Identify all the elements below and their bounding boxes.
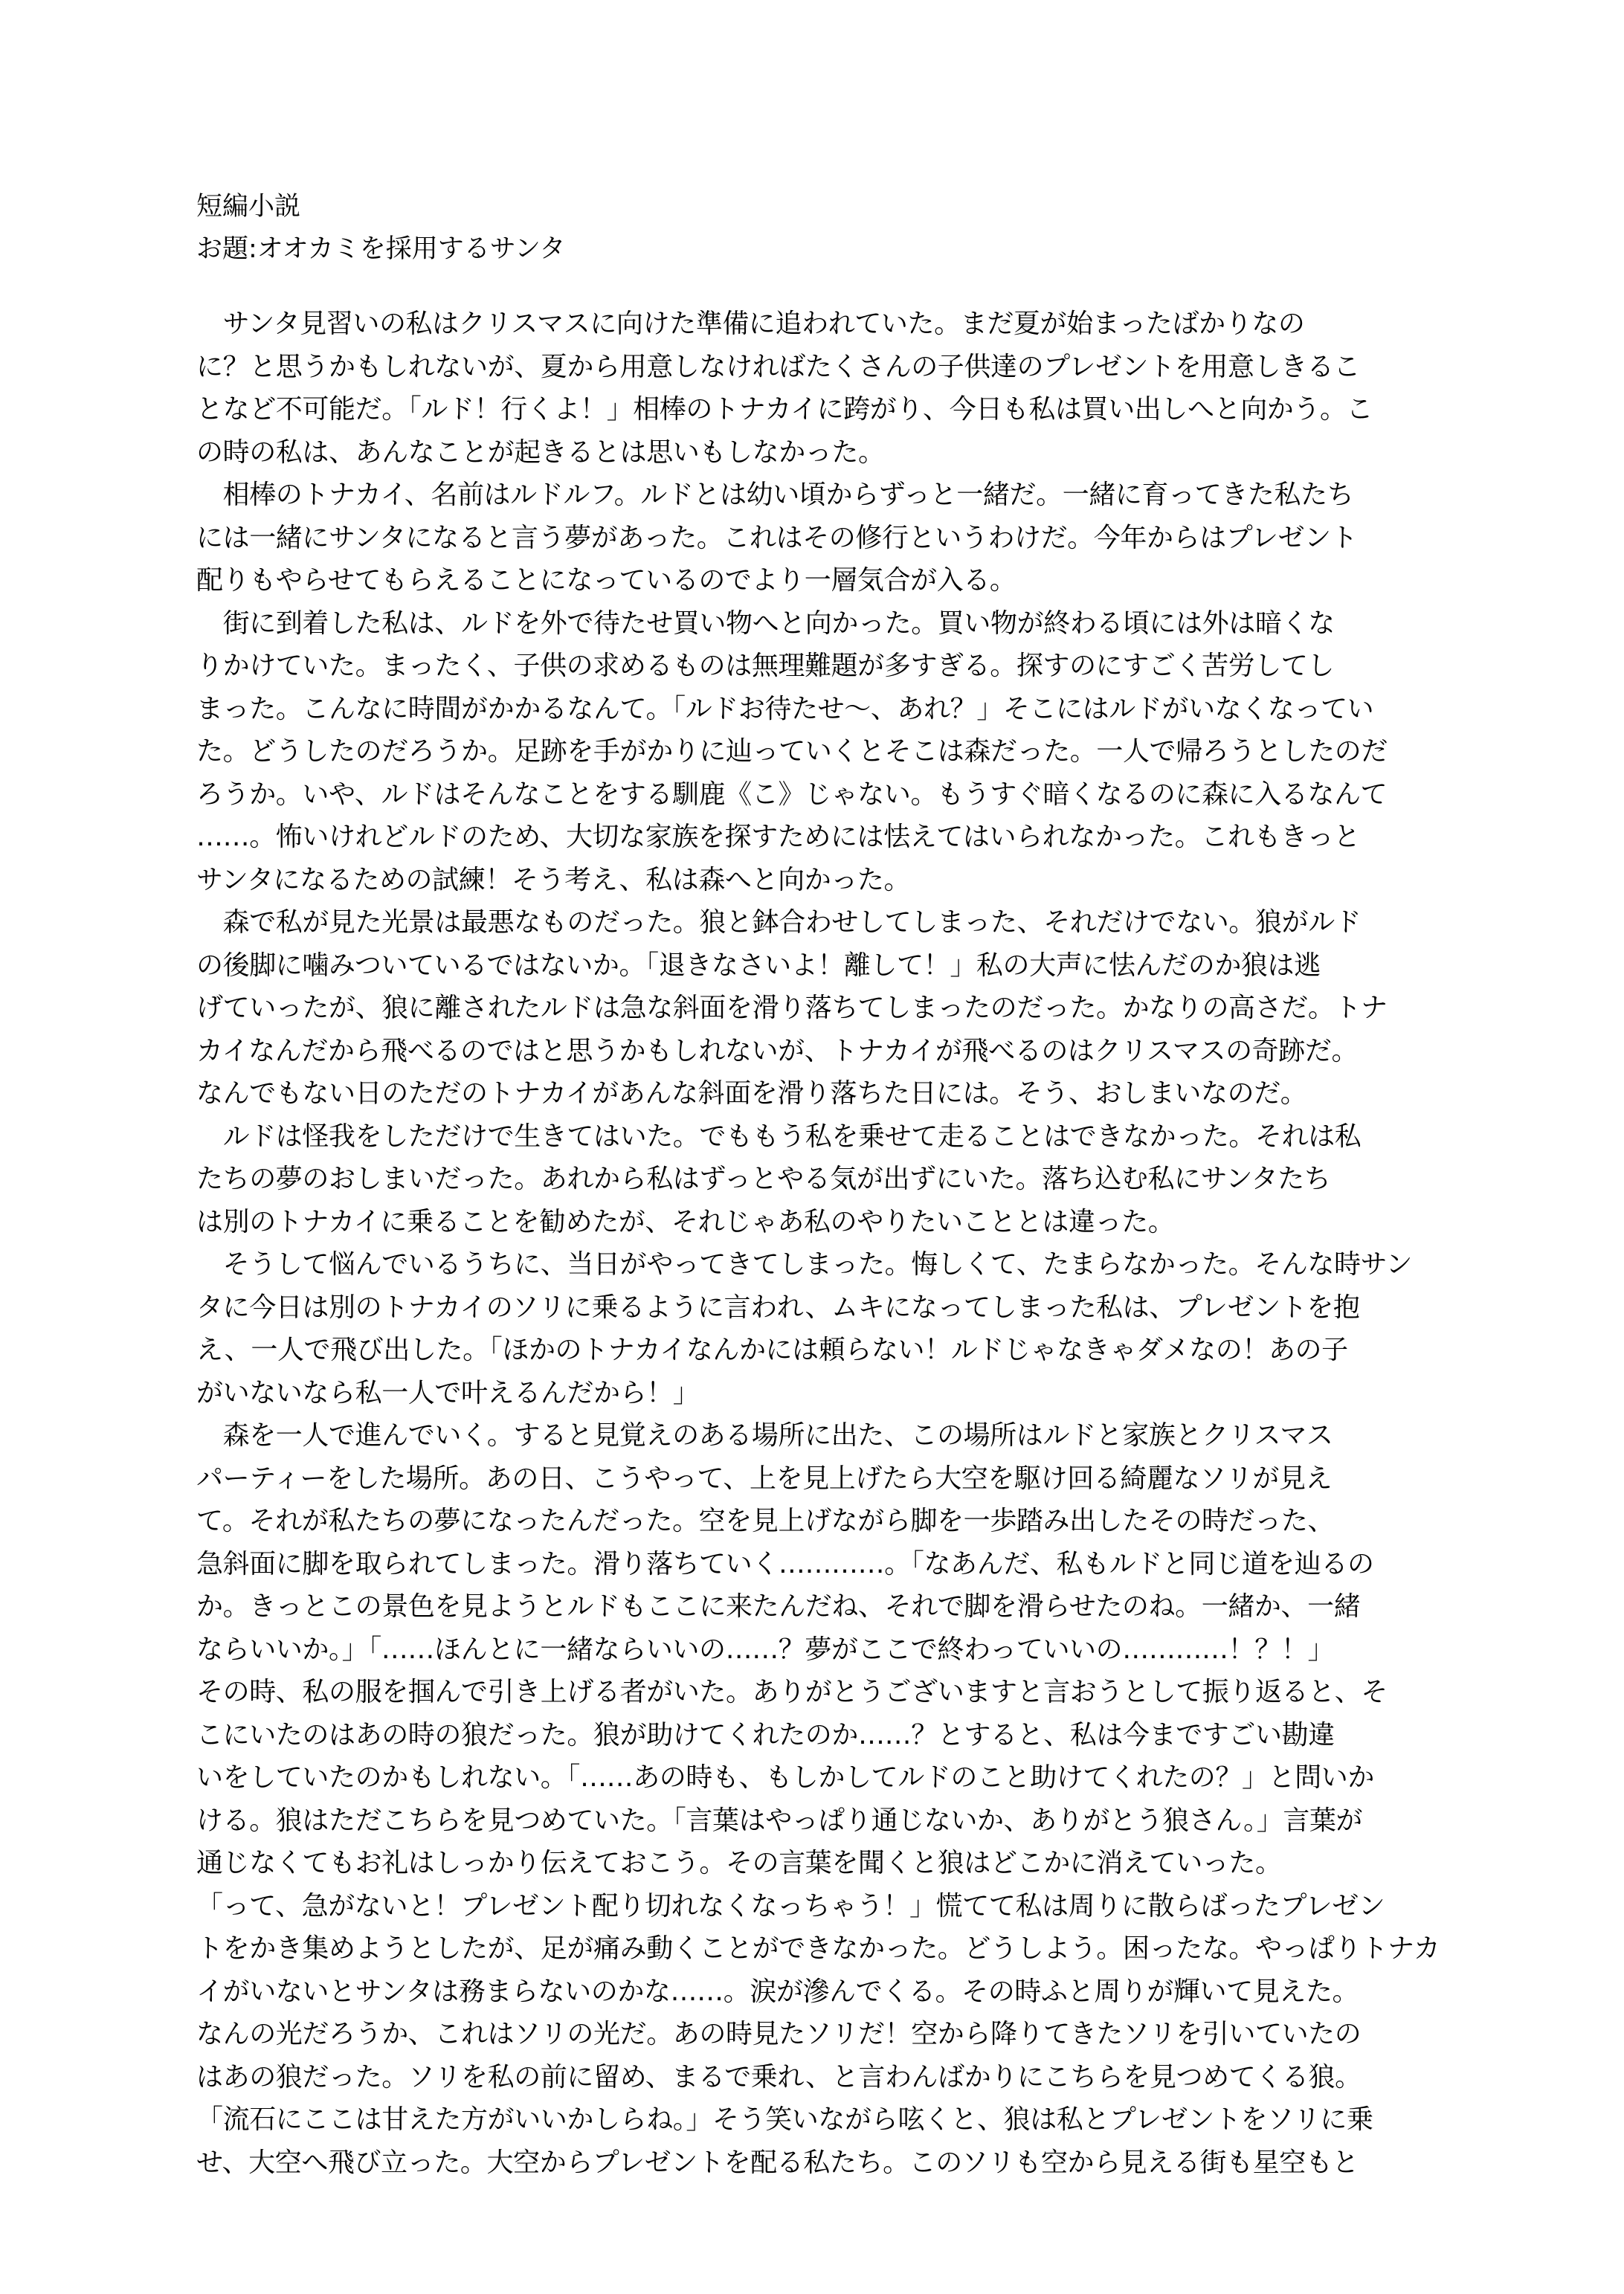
- story-line: その時、私の服を掴んで引き上げる者がいた。ありがとうございますと言おうとして振り返ると、そ: [196, 1677, 1388, 1707]
- story-line: ルドは怪我をしただけで生きてはいた。でももう私を乗せて走ることはできなかった。それは私: [196, 1121, 1362, 1152]
- document-header: [196, 186, 1460, 271]
- story-line: には一緒にサンタになると言う夢があった。これはその修行というわけだ。今年からはプレゼント: [196, 522, 1358, 553]
- story-line: なんの光だろうか、これはソリの光だ。あの時見たソリだ！空から降りてきたソリを引いていたの: [196, 2019, 1362, 2049]
- story-body: [196, 303, 1453, 2184]
- story-line: イがいないとサンタは務まらないのかな……。涙が滲んでくる。その時ふと周りが輝いて見えた。: [196, 1976, 1359, 2007]
- story-line: いをしていたのかもしれない。「……あの時も、もしかしてルドのこと助けてくれたの？」と問いか: [196, 1762, 1375, 1793]
- theme-title: お題:オオカミを採用するサンタ: [196, 234, 566, 264]
- story-line: 「って、急がないと！プレゼント配り切れなくなっちゃう！」慌てて私は周りに散らばったプレゼン: [196, 1890, 1385, 1921]
- genre-label: 短編小説: [196, 192, 301, 222]
- story-line: りかけていた。まったく、子供の求めるものは無理難題が多すぎる。探すのにすごく苦労してし: [196, 651, 1335, 681]
- story-line: 街に到着した私は、ルドを外で待たせ買い物へと向かった。買い物が終わる頃には外は暗くな: [196, 608, 1335, 639]
- story-line: 急斜面に脚を取られてしまった。滑り落ちていく…………。「なあんだ、私もルドと同じ道を辿るの: [196, 1548, 1374, 1579]
- story-line: 通じなくてもお礼はしっかり伝えておこう。その言葉を聞くと狼はどこかに消えていった。: [196, 1848, 1282, 1878]
- story-line: か。きっとこの景色を見ようとルドもここに来たんだね、それで脚を滑らせたのね。一緒か、一緒: [196, 1591, 1361, 1622]
- story-line: こにいたのはあの時の狼だった。狼が助けてくれたのか……？とすると、私は今まですごい勘違: [196, 1719, 1335, 1750]
- story-line: 森で私が見た光景は最悪なものだった。狼と鉢合わせしてしまった、それだけでない。狼がルド: [196, 907, 1362, 938]
- story-line: げていったが、狼に離されたルドは急な斜面を滑り落ちてしまったのだった。かなりの高さだ。トナ: [196, 993, 1388, 1023]
- story-line: 配りもやらせてもらえることになっているのでより一層気合が入る。: [196, 565, 1016, 596]
- story-line: 「流石にここは甘えた方がいいかしらね。」そう笑いながら呟くと、狼は私とプレゼントをソリに乗: [196, 2104, 1373, 2135]
- story-line: パーティーをした場所。あの日、こうやって、上を見上げたら大空を駆け回る綺麗なソリが見え: [196, 1463, 1333, 1494]
- story-line: せ、大空へ飛び立った。大空からプレゼントを配る私たち。このソリも空から見える街も星空もと: [196, 2147, 1359, 2178]
- story-line: ……。怖いけれどルドのため、大切な家族を探すためには怯えてはいられなかった。これもきっと: [196, 822, 1360, 852]
- story-line: ならいいか。」「……ほんとに一緒ならいいの……？夢がここで終わっていいの…………！？！」: [196, 1634, 1335, 1665]
- story-line: カイなんだから飛べるのではと思うかもしれないが、トナカイが飛べるのはクリスマスの奇跡だ。: [196, 1035, 1359, 1066]
- story-line: た。どうしたのだろうか。足跡を手がかりに辿っていくとそこは森だった。一人で帰ろうとしたのだ: [196, 736, 1388, 767]
- story-line: ろうか。いや、ルドはそんなことをする馴鹿《こ》じゃない。もうすぐ暗くなるのに森に入るなんて: [196, 779, 1388, 810]
- story-line: て。それが私たちの夢になったんだった。空を見上げながら脚を一歩踏み出したその時だった、: [196, 1506, 1335, 1536]
- story-line: サンタになるための試練！そう考え、私は森へと向かった。: [196, 864, 911, 895]
- story-line: なんでもない日のただのトナカイがあんな斜面を滑り落ちた日には。そう、おしまいなのだ。: [196, 1078, 1307, 1109]
- story-line: 森を一人で進んでいく。すると見覚えのある場所に出た、この場所はルドと家族とクリスマス: [196, 1420, 1333, 1451]
- story-line: サンタ見習いの私はクリスマスに向けた準備に追われていた。まだ夏が始まったばかりなの: [196, 309, 1305, 339]
- story-line: たちの夢のおしまいだった。あれから私はずっとやる気が出ずにいた。落ち込む私にサンタたち: [196, 1164, 1331, 1194]
- story-line: は別のトナカイに乗ることを勧めたが、それじゃあ私のやりたいこととは違った。: [196, 1206, 1175, 1237]
- story-line: の時の私は、あんなことが起きるとは思いもしなかった。: [196, 436, 885, 468]
- story-line: はあの狼だった。ソリを私の前に留め、まるで乗れ、と言わんばかりにこちらを見つめてくる狼。: [196, 2061, 1362, 2092]
- story-line: え、一人で飛び出した。「ほかのトナカイなんかには頼らない！ルドじゃなきゃダメなの！あの子: [196, 1335, 1348, 1365]
- story-line: の後脚に噛みついているではないか。「退きなさいよ！離して！」私の大声に怯んだのか狼は逃: [196, 950, 1321, 981]
- story-line: となど不可能だ。「ルド！行くよ！」相棒のトナカイに跨がり、今日も私は買い出しへと向かう。こ: [196, 394, 1373, 425]
- story-line: まった。こんなに時間がかかるなんて。「ルドお待たせ〜、あれ？」そこにはルドがいなくなってい: [196, 693, 1374, 724]
- story-line: に？と思うかもしれないが、夏から用意しなければたくさんの子供達のプレゼントを用意しきるこ: [196, 351, 1360, 382]
- story-line: がいないなら私一人で叶えるんだから！」: [196, 1377, 700, 1408]
- story-line: タに今日は別のトナカイのソリに乗るように言われ、ムキになってしまった私は、プレゼントを抱: [196, 1292, 1360, 1323]
- story-line: そうして悩んでいるうちに、当日がやってきてしまった。悔しくて、たまらなかった。そんな時サン: [196, 1249, 1413, 1280]
- story-line: トをかき集めようとしたが、足が痛み動くことができなかった。どうしよう。困ったな。やっぱりトナカ: [196, 1933, 1440, 1964]
- story-line: ける。狼はただこちらを見つめていた。「言葉はやっぱり通じないか、ありがとう狼さん。」言葉が: [196, 1805, 1363, 1836]
- story-line: 相棒のトナカイ、名前はルドルフ。ルドとは幼い頃からずっと一緒だ。一緒に育ってきた私たち: [196, 480, 1354, 510]
